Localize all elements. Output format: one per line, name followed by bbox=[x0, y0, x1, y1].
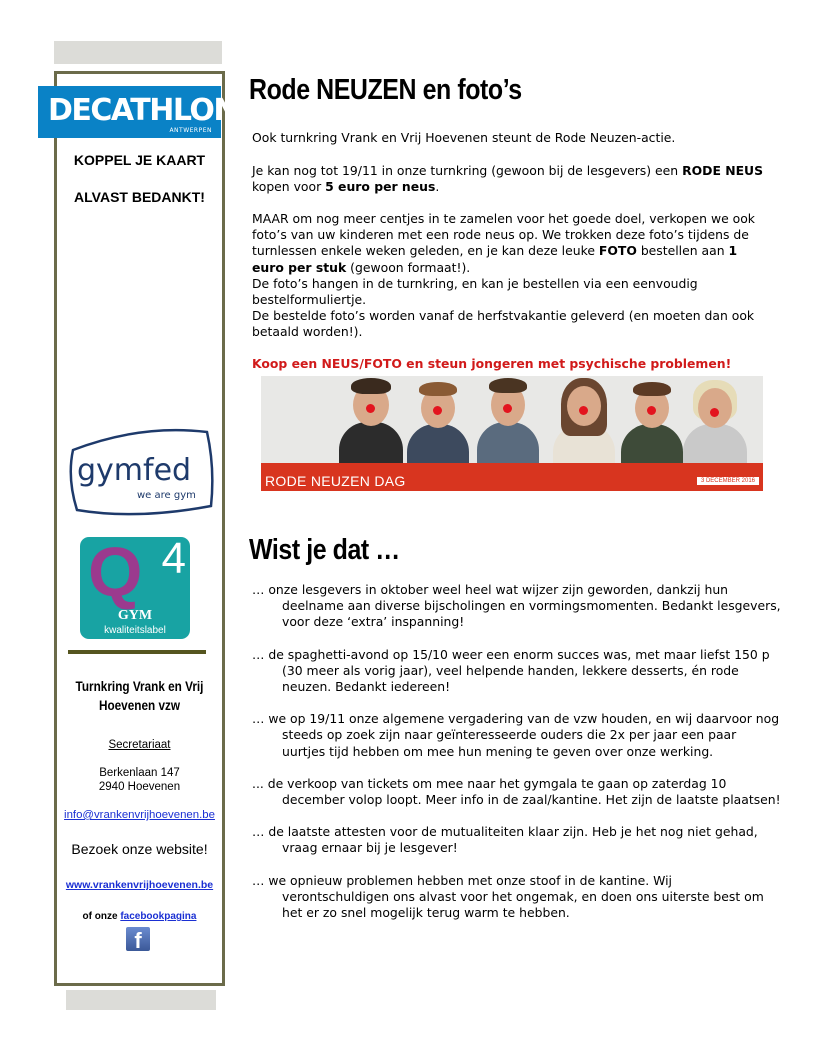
p3-text-c: (gewoon formaat!). bbox=[346, 259, 471, 275]
p2-text-a: Je kan nog tot 19/11 in onze turnkring (gewoon bij de lesgevers) een bbox=[252, 163, 683, 178]
intro-text: Ook turnkring Vrank en Vrij Hoevenen steunt de Rode Neuzen-actie. bbox=[252, 130, 676, 145]
article-title-wist-je-dat: Wist je dat … bbox=[249, 534, 400, 566]
banner-title: RODE NEUZEN DAG bbox=[265, 473, 406, 489]
q4-logo-letter: Q bbox=[88, 537, 143, 611]
q4-gym-logo bbox=[80, 537, 190, 639]
p3-bold-foto: FOTO bbox=[598, 243, 637, 259]
list-item: … onze lesgevers in oktober weel heel wat wijzer zijn geworden, dankzij hun deelname aan diverse bijscholingen en vormingsmomenten. Bedankt lesgevers, voor deze ‘extra’ inspanning! bbox=[252, 582, 781, 630]
p2-bold-rode-neus: RODE NEUS bbox=[682, 163, 764, 178]
p3-text-a: MAAR om nog meer centjes in te zamelen voor het goede doel, verkopen we ook foto’s van uw kinderen met een rode neus op. We trokken deze foto’s tijdens de turnlessen enkele weken geleden, en je kan deze leuke bbox=[252, 211, 755, 259]
p3-text-b: bestellen aan bbox=[636, 243, 729, 259]
q4-logo-label: kwaliteitslabel bbox=[104, 625, 166, 636]
banner-date: 3 DECEMBER 2016 bbox=[697, 477, 759, 485]
q4-logo-gym: GYM bbox=[117, 608, 153, 623]
gymfed-tagline: we are gym bbox=[137, 490, 196, 501]
p2-bold-price: 5 euro per neus bbox=[325, 179, 436, 195]
list-item: ... de verkoop van tickets om mee naar het gymgala te gaan op zaterdag 10 december volop loopt. Meer info in de zaal/kantine. Het zijn de laatste plaatsen! bbox=[252, 775, 781, 808]
list-item: … we op 19/11 onze algemene vergadering van de vzw houden, en wij daarvoor nog steeds op zoek zijn naar geïnteresseerde ouders die 2x per jaar een paar uurtjes tijd hebben om mee hun mening te geven over onze werking. bbox=[252, 711, 780, 759]
article-paragraph-foto bbox=[252, 211, 772, 341]
p3-bold-price: 1 euro per stuk bbox=[252, 243, 738, 275]
gymfed-logo bbox=[67, 428, 215, 516]
website-prompt: Bezoek onze website! bbox=[71, 841, 208, 857]
decathlon-logo bbox=[38, 86, 238, 138]
gymfed-logo-text: gymfed bbox=[77, 453, 192, 488]
p2-text-b: kopen voor bbox=[252, 179, 326, 195]
facebook-icon[interactable]: f bbox=[126, 927, 150, 951]
sidebar-divider bbox=[68, 650, 206, 654]
secretariaat-label: Secretariaat bbox=[108, 739, 171, 751]
decor-bar-bottom bbox=[66, 990, 216, 1010]
banner-person bbox=[399, 376, 477, 463]
list-item: … we opnieuw problemen hebben met onze stoof in de kantine. Wij verontschuldigen ons alvast voor het ongemak, en doen ons uiterste best om het er zo snel mogelijk terug warm te hebben. bbox=[252, 872, 764, 921]
decathlon-logo-sub: ANTWERPEN bbox=[169, 127, 212, 134]
email-link[interactable]: info@vrankenvrijhoevenen.be bbox=[64, 809, 215, 821]
bedankt-text: ALVAST BEDANKT! bbox=[74, 189, 205, 205]
website-link[interactable]: www.vrankenvrijhoevenen.be bbox=[65, 879, 214, 891]
facebook-link[interactable]: facebookpagina bbox=[120, 911, 197, 922]
q4-logo-number: 4 bbox=[161, 537, 186, 583]
highlight-slogan: Koop een NEUS/FOTO en steun jongeren met psychische problemen! bbox=[252, 356, 732, 371]
list-item: … de laatste attesten voor de mutualiteiten klaar zijn. Heb je het nog niet gehad, vraag ernaar bij je lesgever! bbox=[252, 824, 758, 856]
wist-je-dat-list bbox=[252, 582, 782, 937]
banner-bar bbox=[261, 463, 763, 491]
banner-person bbox=[675, 376, 755, 463]
decor-bar-top bbox=[54, 41, 222, 64]
list-item: … de spaghetti-avond op 15/10 weer een enorm succes was, met maar liefst 150 p (30 meer als vorig jaar), veel helpende handen, lekkere desserts, én rode neuzen. Bedankt iedereen! bbox=[252, 646, 770, 695]
p2-text-c: . bbox=[435, 179, 440, 195]
rode-neuzen-banner-image bbox=[261, 376, 763, 491]
article-intro bbox=[252, 130, 772, 146]
article-paragraph-neus bbox=[252, 163, 772, 195]
address-city: 2940 Hoevenen bbox=[98, 781, 181, 793]
banner-person bbox=[467, 376, 549, 463]
article-title-rode-neuzen: Rode NEUZEN en foto’s bbox=[249, 74, 522, 106]
p3-line-3: De bestelde foto’s worden vanaf de herfstvakantie geleverd (en moeten dan ook betaald worden!). bbox=[252, 308, 755, 340]
organization-name: Turnkring Vrank en Vrij Hoevenen vzw bbox=[75, 678, 204, 713]
address-street: Berkenlaan 147 bbox=[99, 767, 180, 779]
decathlon-logo-text: DECATHLON bbox=[48, 93, 238, 128]
facebook-prefix: of onze bbox=[82, 911, 118, 922]
p3-line-2: De foto’s hangen in de turnkring, en kan je bestellen via een eenvoudig bestelformuliertje. bbox=[252, 275, 698, 308]
koppel-text: KOPPEL JE KAART bbox=[73, 152, 206, 168]
